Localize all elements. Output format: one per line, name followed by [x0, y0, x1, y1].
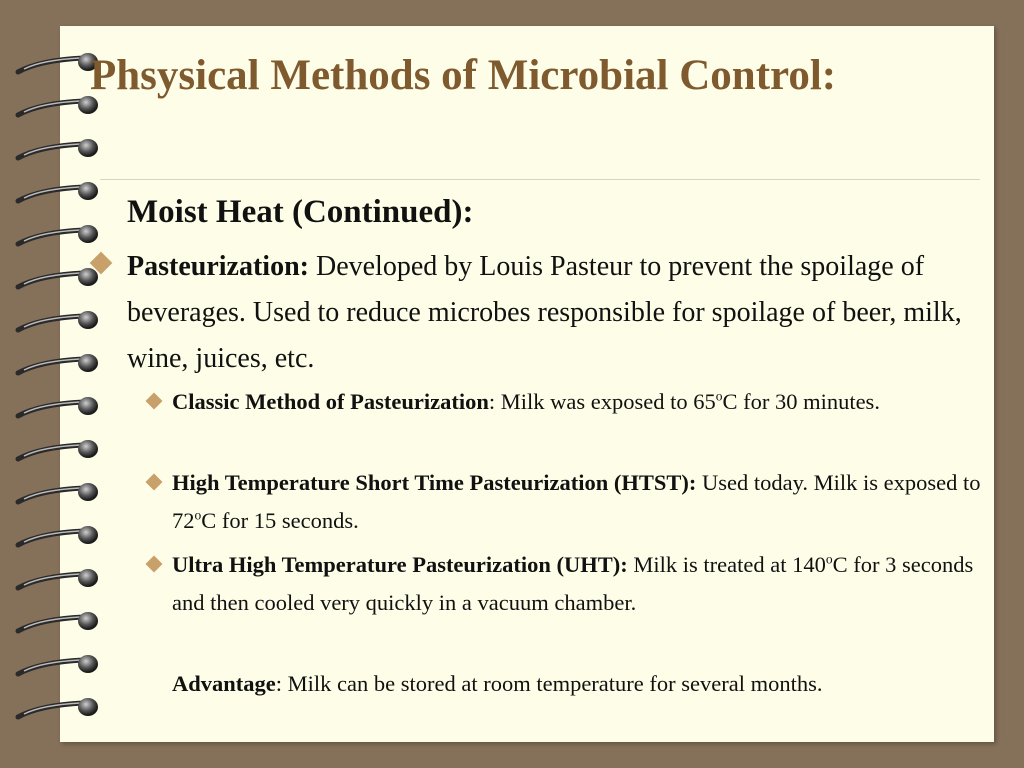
spiral-wire	[18, 359, 84, 373]
spiral-ring	[78, 311, 98, 329]
spiral-ring	[78, 655, 98, 673]
spiral-ring	[78, 268, 98, 286]
spiral-ring	[78, 483, 98, 501]
method-text-end: C for 15 seconds.	[201, 508, 359, 533]
spiral-ring	[78, 225, 98, 243]
spiral-ring	[78, 397, 98, 415]
spiral-wire	[18, 531, 84, 545]
method-label: Ultra High Temperature Pasteurization (UHT):	[172, 552, 628, 577]
spiral-wire	[18, 144, 84, 158]
spiral-ring	[78, 354, 98, 372]
method-label: High Temperature Short Time Pasteurization (HTST):	[172, 470, 697, 495]
method-text: Used today. Milk is exposed to 72	[172, 470, 981, 533]
spiral-wire	[18, 660, 84, 674]
spiral-ring	[78, 698, 98, 716]
spiral-ring	[78, 440, 98, 458]
spiral-wire	[18, 273, 84, 287]
spiral-wire	[18, 230, 84, 244]
spiral-wire	[18, 488, 84, 502]
method-text-end: C for 30 minutes.	[722, 389, 880, 414]
degree-mark: o	[715, 388, 723, 404]
spiral-wire	[18, 703, 84, 717]
spiral-ring	[78, 182, 98, 200]
spiral-wire	[18, 187, 84, 201]
spiral-wire	[18, 316, 84, 330]
list-item-pasteurization	[127, 244, 962, 382]
degree-mark: o	[194, 507, 202, 523]
spiral-ring	[78, 139, 98, 157]
spiral-binding-icon	[0, 40, 110, 740]
list-item-classic-method	[172, 383, 987, 421]
advantage-text: : Milk can be stored at room temperature for several months.	[275, 671, 823, 696]
list-item-uht	[172, 546, 987, 622]
advantage-label: Advantage	[172, 671, 276, 696]
method-text-end: C for 3 seconds and then cooled very quickly in a vacuum chamber.	[172, 552, 974, 615]
term-text: Developed by Louis Pasteur to prevent the spoilage of beverages. Used to reduce microbes responsible for spoilage of beer, milk, wine, juices, etc.	[127, 251, 962, 374]
spiral-wire	[18, 101, 84, 115]
degree-mark: o	[825, 551, 833, 567]
term-label: Pasteurization:	[127, 251, 309, 282]
spiral-ring	[78, 526, 98, 544]
spiral-wire	[18, 574, 84, 588]
section-heading: Moist Heat (Continued):	[127, 194, 474, 230]
method-label: Classic Method of Pasteurization	[172, 389, 489, 414]
list-item-htst	[172, 464, 987, 540]
title-divider	[100, 179, 980, 180]
page-title: Phsysical Methods of Microbial Control:	[90, 52, 837, 99]
spiral-wire	[18, 402, 84, 416]
spiral-ring	[78, 569, 98, 587]
advantage-note	[172, 666, 952, 702]
spiral-wire	[18, 445, 84, 459]
spiral-wire	[18, 58, 84, 72]
spiral-wire	[18, 617, 84, 631]
spiral-ring	[78, 612, 98, 630]
method-text: Milk is treated at 140	[627, 552, 826, 577]
method-text: : Milk was exposed to 65	[488, 389, 716, 414]
